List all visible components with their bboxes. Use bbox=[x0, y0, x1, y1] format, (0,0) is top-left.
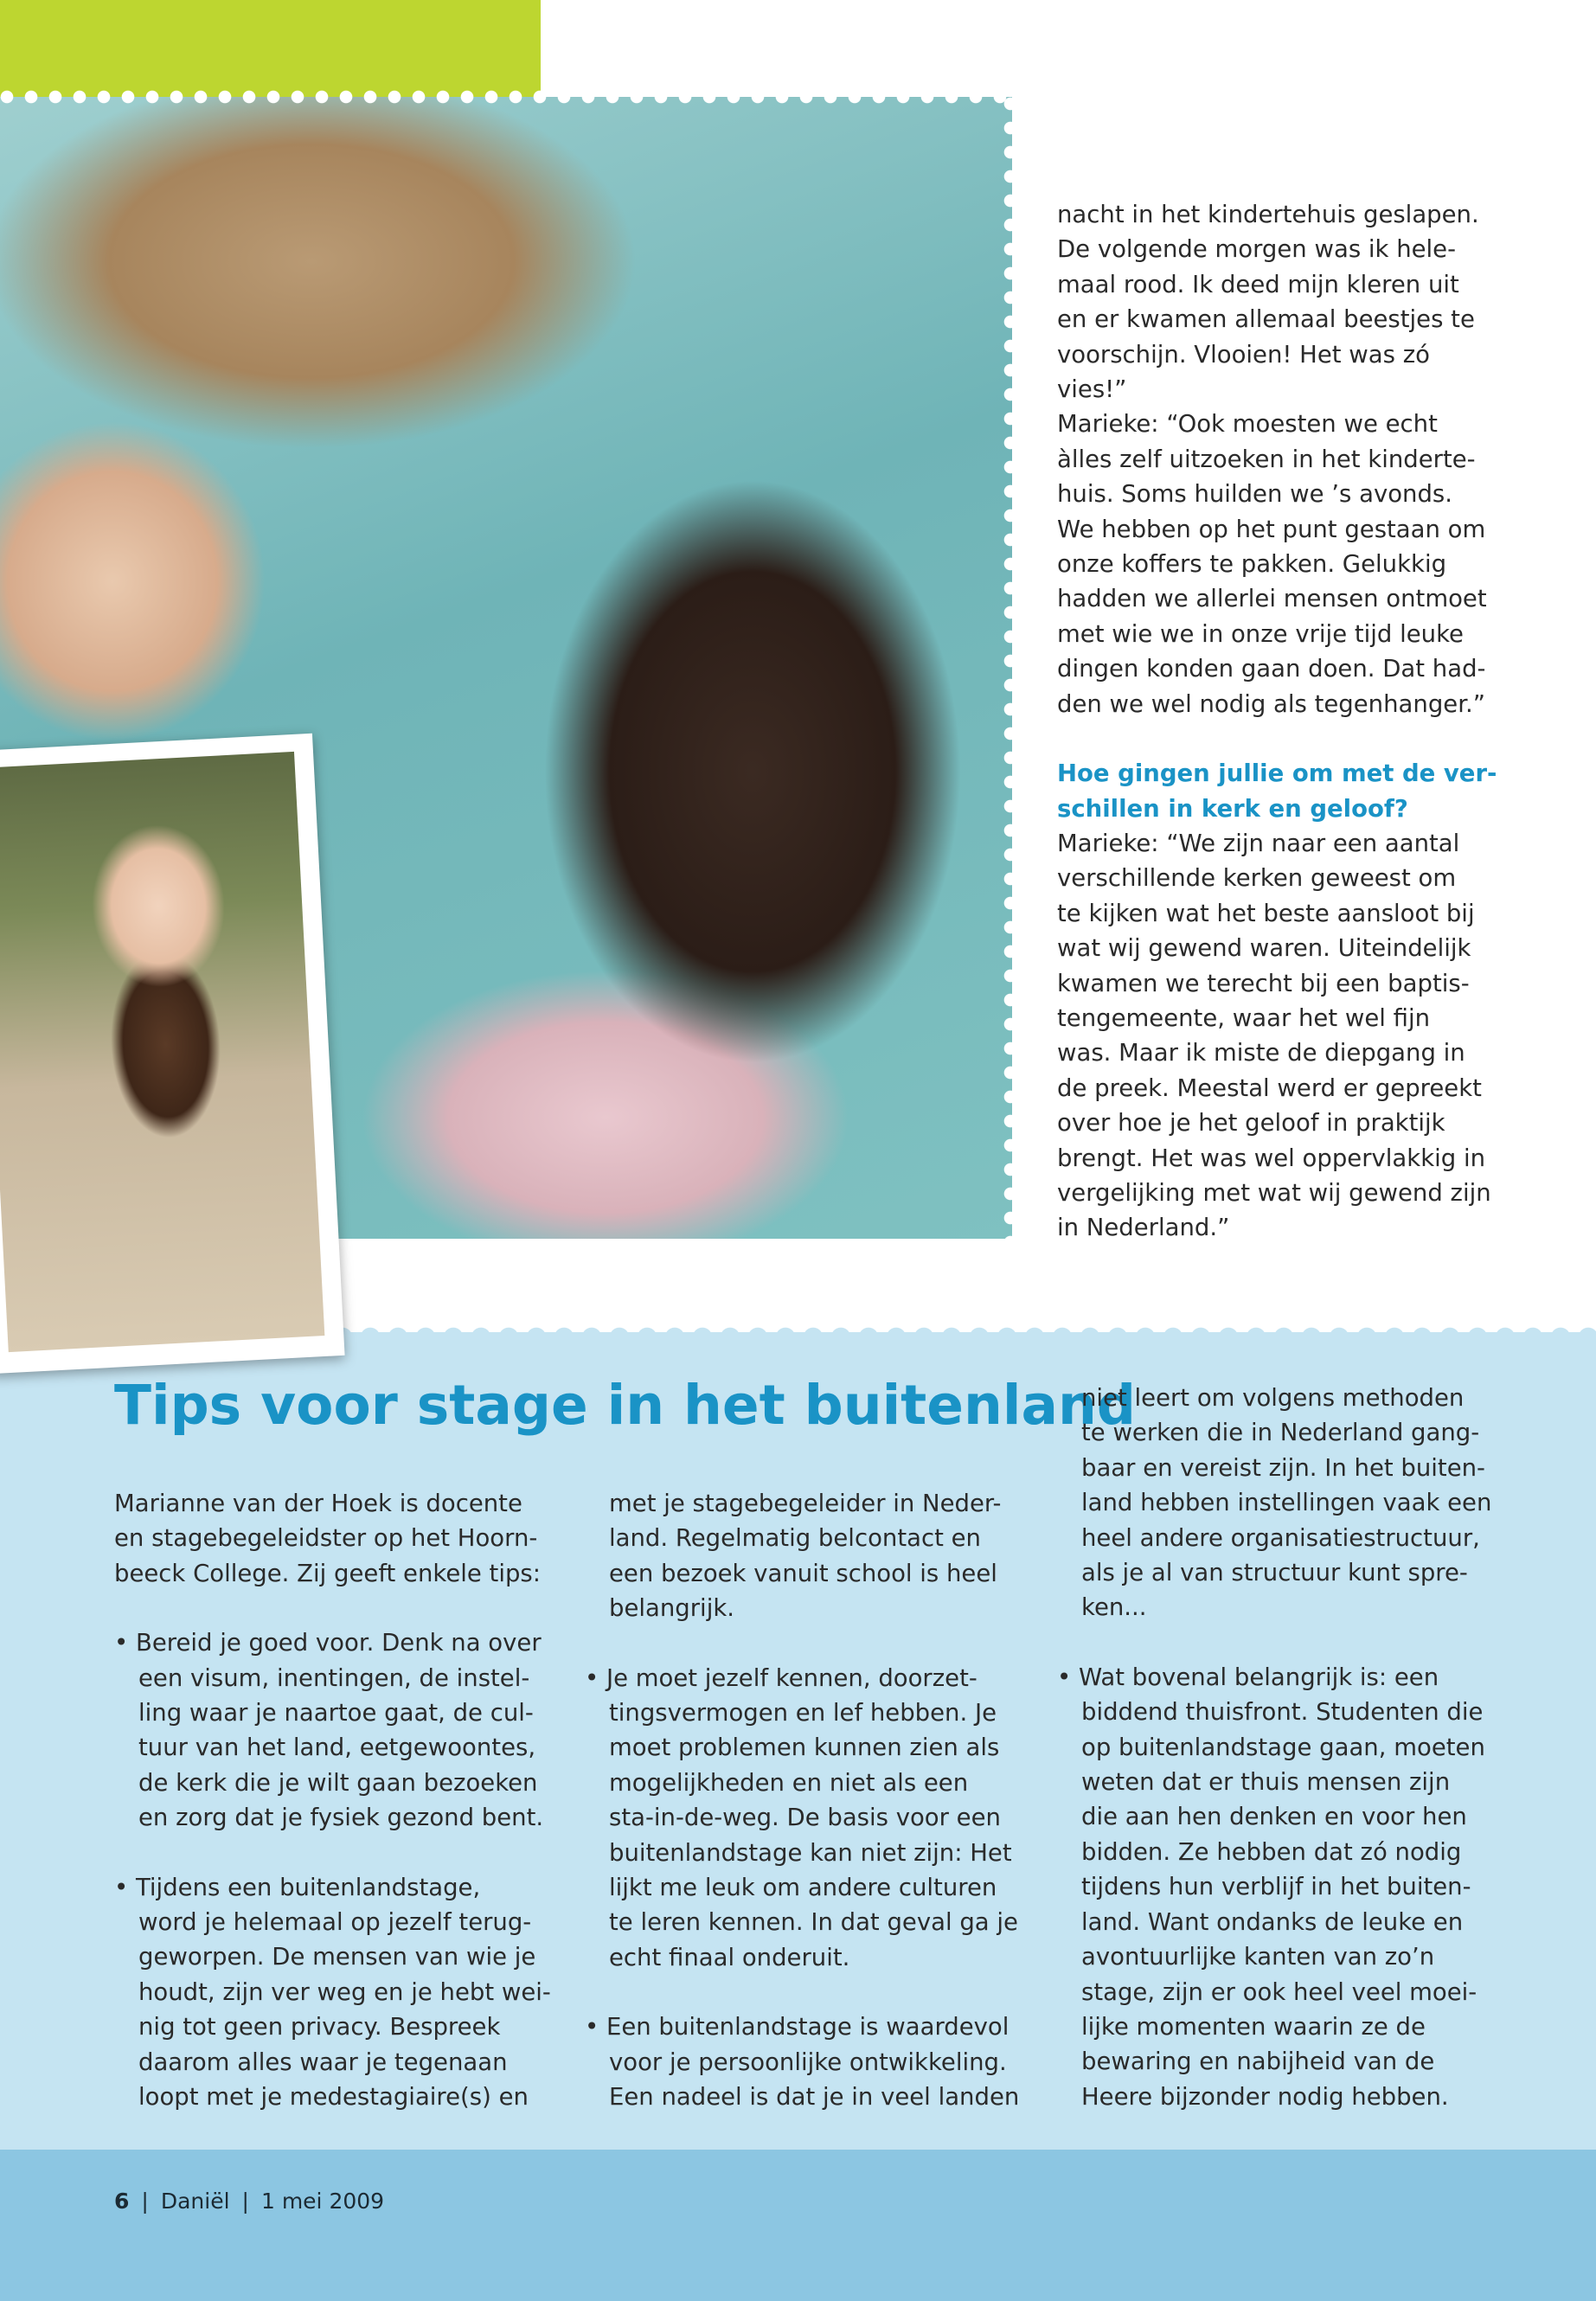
stamp-perforation-top bbox=[0, 90, 1012, 104]
page-number: 6 bbox=[114, 2189, 130, 2214]
tips-intro: Marianne van der Hoek is docente en stagebegeleidster op het Hoorn- beeck College. Zij geeft enkele tips: bbox=[114, 1490, 542, 1587]
page-footer-band bbox=[0, 2150, 1596, 2301]
tip-bullet-valuable: • Een buitenlandstage is waardevol voor je persoonlijke ontwikkeling. Een nadeel is dat je in veel landen bbox=[585, 2013, 1020, 2112]
page-footer: 6 | Daniël | 1 mei 2009 bbox=[114, 2189, 385, 2214]
tip-bullet-praying-home-front: • Wat bovenal belangrijk is: een biddend thuisfront. Studenten die op buitenlandstage gaan, moeten weten dat er thuis mensen zijn die aan hen denken en voor hen bidden. Ze hebben dat zó nodig tijdens hun verblijf in het buiten- land. Want ondanks de leuke en avontuurlijke kanten van zo’n stage, zijn er ook heel veel moei- lijke momenten waarin ze de bewaring en nabijheid van de Heere bijzonder nodig hebben. bbox=[1057, 1663, 1485, 2111]
photo-woman-with-child-on-swing bbox=[0, 752, 324, 1352]
tips-column-1 bbox=[114, 1486, 564, 2115]
tip-bullet-self-reliance: • Tijdens een buitenlandstage, word je helemaal op jezelf terug- geworpen. De mensen van wie je houdt, zijn ver weg en je hebt wei- nig tot geen privacy. Bespreek daarom alles waar je tegenaan loopt met je medestagiaire(s) en bbox=[114, 1873, 551, 2112]
tips-column-2 bbox=[585, 1486, 1035, 2115]
tips-column-3 bbox=[1057, 1381, 1576, 2114]
tip-bullet-prepare: • Bereid je goed voor. Denk na over een visum, inentingen, de instel- ling waar je naartoe gaat, de cul- tuur van het land, eetgewoontes, de kerk die je wilt gaan bezoeken en zorg dat je fysiek gezond bent. bbox=[114, 1629, 544, 1832]
interview-question: Hoe gingen jullie om met de ver- schillen in kerk en geloof? bbox=[1057, 760, 1497, 823]
tip-continuation-contact: met je stagebegeleider in Neder- land. Regelmatig belcontact en een bezoek vanuit school is heel belangrijk. bbox=[609, 1490, 1002, 1623]
paragraph-fleas: nacht in het kindertehuis geslapen. De volgende morgen was ik hele- maal rood. Ik deed mijn kleren uit en er kwamen allemaal beestjes te voorschijn. Vlooien! Het was zó vies!” bbox=[1057, 201, 1479, 404]
paragraph-marieke-orphanage: Marieke: “Ook moesten we echt àlles zelf uitzoeken in het kinderte- huis. Soms huilden we ’s avonds. We hebben op het punt gestaan om onze koffers te pakken. Gelukkig hadden we allerlei mensen ontmoet met wie we in onze vrije tijd leuke dingen konden gaan doen. Dat had- den we wel nodig als tegenhanger.” bbox=[1057, 410, 1487, 718]
tip-continuation-methods: niet leert om volgens methoden te werken die in Nederland gang- baar en vereist zijn. In het buiten- land hebben instellingen vaak een heel andere organisatiestructuur, als je al van structuur kunt spre- ken... bbox=[1081, 1384, 1492, 1622]
green-corner-tab bbox=[0, 0, 541, 99]
tip-bullet-know-yourself: • Je moet jezelf kennen, doorzet- tingsvermogen en lef hebben. Je moet problemen kunnen zien als mogelijkheden en niet als een sta-in-de-weg. De basis voor een buitenlandstage kan niet zijn: Het lijkt me leuk om andere culturen te leren kennen. In dat geval ga je echt finaal onderuit. bbox=[585, 1663, 1018, 1971]
polaroid-photo-swing bbox=[0, 734, 345, 1374]
magazine-name: Daniël bbox=[160, 2189, 230, 2214]
article-right-column bbox=[1057, 197, 1576, 1246]
paragraph-churches: Marieke: “We zijn naar een aantal verschillende kerken geweest om te kijken wat het beste aansloot bij wat wij gewend waren. Uiteindelijk kwamen we terecht bij een baptis- tengemeente, waar het wel fijn was. Maar ik miste de diepgang in de preek. Meestal werd er gepreekt over hoe je het geloof in praktijk brengt. Het was wel oppervlakkig in vergelijking met wat wij gewend zijn in Nederland.” bbox=[1057, 829, 1491, 1242]
stamp-perforation-right bbox=[1003, 97, 1017, 1239]
issue-date: 1 mei 2009 bbox=[260, 2189, 385, 2214]
tips-heading: Tips voor stage in het buitenland bbox=[114, 1374, 1136, 1437]
